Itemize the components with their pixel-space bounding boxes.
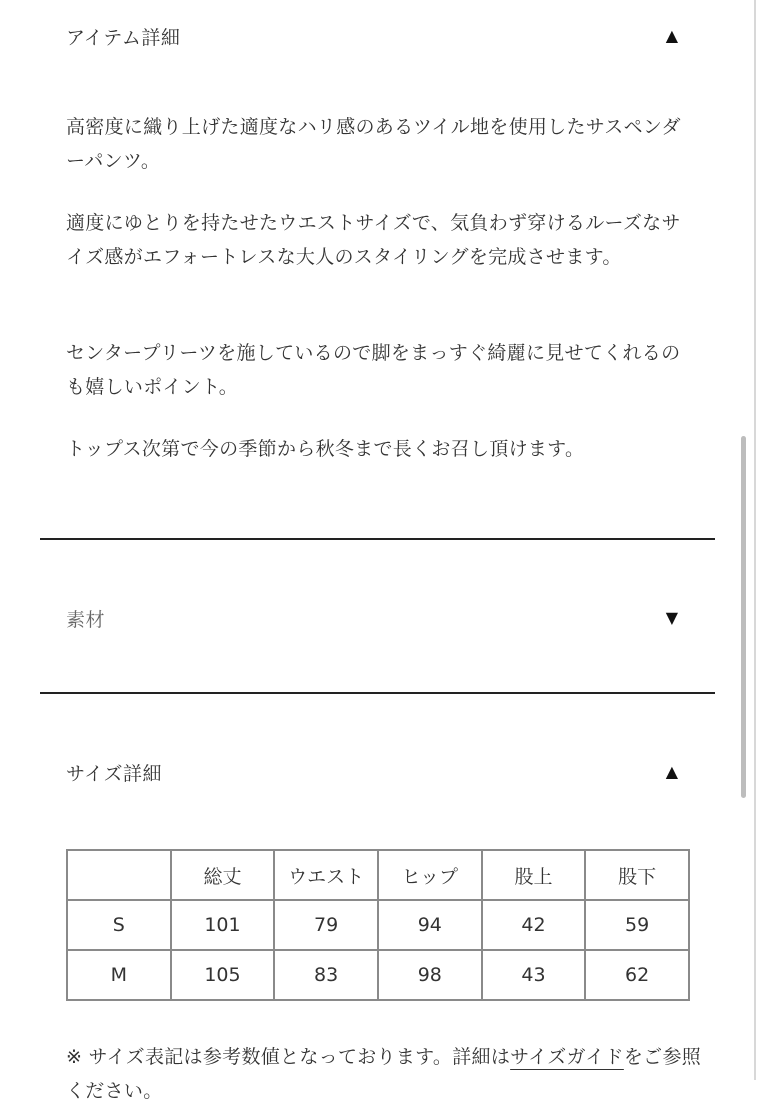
table-header-row <box>67 850 689 900</box>
item-description-paragraph-2: 適度にゆとりを持たせたウエストサイズで、気負わず穿けるルーズなサイズ感がエフォートレスな大人のスタイリングを完成させます。 <box>66 212 681 268</box>
size-note <box>66 1040 706 1108</box>
table-cell: 79 <box>274 900 378 950</box>
table-header-cell: ヒップ <box>378 850 482 900</box>
table-header-cell: 股下 <box>585 850 689 900</box>
table-row <box>67 900 689 950</box>
table-cell: 59 <box>585 900 689 950</box>
table-cell: 101 <box>171 900 275 950</box>
table-cell: 83 <box>274 950 378 1000</box>
size-table <box>66 849 690 1001</box>
size-note-suffix: をご参照ください。 <box>66 1046 702 1102</box>
item-description-paragraph-1: 高密度に織り上げた適度なハリ感のあるツイル地を使用したサスペンダーパンツ。 <box>66 116 681 172</box>
item-description-paragraph-3: センタープリーツを施しているので脚をまっすぐ綺麗に見せてくれるのも嬉しいポイント。 <box>66 342 681 398</box>
material-title: 素材 <box>66 608 106 631</box>
table-cell: S <box>67 900 171 950</box>
item-detail-title: アイテム詳細 <box>66 26 181 49</box>
table-cell: 42 <box>482 900 586 950</box>
collapse-triangle-icon[interactable]: ▲ <box>665 762 678 781</box>
table-header-cell: 総丈 <box>171 850 275 900</box>
material-header[interactable] <box>66 603 678 633</box>
size-guide-link[interactable]: サイズガイド <box>510 1046 624 1068</box>
expand-triangle-icon[interactable]: ▼ <box>665 608 678 627</box>
collapse-triangle-icon[interactable]: ▲ <box>665 26 678 45</box>
table-cell: M <box>67 950 171 1000</box>
table-cell: 105 <box>171 950 275 1000</box>
section-divider <box>40 538 715 540</box>
table-row <box>67 950 689 1000</box>
scrollbar-thumb[interactable] <box>741 436 746 798</box>
table-header-cell <box>67 850 171 900</box>
page-edge <box>754 0 756 1080</box>
size-detail-header[interactable] <box>66 757 678 787</box>
table-header-cell: 股上 <box>482 850 586 900</box>
item-description-paragraph-4: トップス次第で今の季節から秋冬まで長くお召し頂けます。 <box>66 438 585 460</box>
table-cell: 98 <box>378 950 482 1000</box>
table-cell: 43 <box>482 950 586 1000</box>
table-header-cell: ウエスト <box>274 850 378 900</box>
section-divider <box>40 692 715 694</box>
size-detail-title: サイズ詳細 <box>66 762 162 785</box>
size-note-prefix: ※ サイズ表記は参考数値となっております。詳細は <box>66 1046 511 1068</box>
table-cell: 62 <box>585 950 689 1000</box>
item-detail-header[interactable] <box>66 21 678 51</box>
table-cell: 94 <box>378 900 482 950</box>
